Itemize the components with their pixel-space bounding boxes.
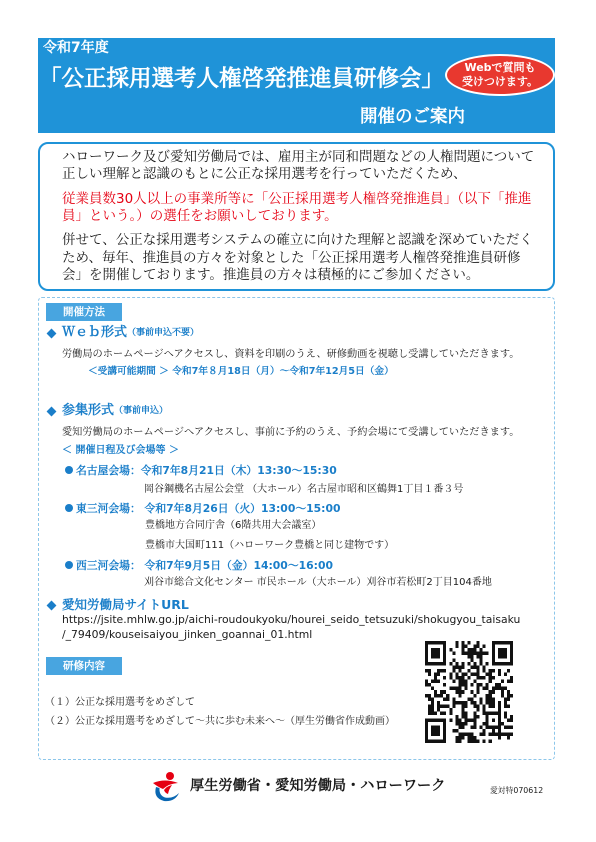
venue-nishi-mikawa xyxy=(65,558,333,573)
intro-text-line: 正しい理解と認識のもとに公正な採用選考を行っていただくため、 xyxy=(62,165,467,182)
schedule-heading: ＜ 開催日程及び会場等 ＞ xyxy=(62,445,179,456)
site-url-link[interactable]: https://jsite.mhlw.go.jp/aichi-roudoukyoku/hourei_seido_tetsuzuki/shokugyou_taisaku xyxy=(62,613,521,626)
diamond-bullet-icon xyxy=(47,406,57,416)
web-format-heading xyxy=(46,324,199,342)
venue-detail: 岡谷鋼機名古屋公会堂 （大ホール）名古屋市昭和区鶴舞1丁目１番３号 xyxy=(144,484,464,495)
closing-text-line: 併せて、公正な採用選考システムの確立に向けた理解と認識を深めていただく xyxy=(62,231,533,248)
fiscal-year: 令和7年度 xyxy=(43,40,109,56)
web-viewing-period: ＜受講可能期間 ＞ 令和7年８月18日（月）～令和7年12月5日（金） xyxy=(88,366,394,377)
method-label: 開催方法 xyxy=(46,303,122,321)
content-label: 研修内容 xyxy=(46,657,122,675)
circle-bullet-icon xyxy=(65,466,73,474)
in-person-format-note: （事前申込） xyxy=(114,406,169,416)
organizations: 厚生労働省・愛知労働局・ハローワーク xyxy=(190,778,446,794)
web-format-note: （事前申込不要） xyxy=(127,328,200,338)
event-title: 「公正採用選考人権啓発推進員研修会」 xyxy=(39,66,445,92)
in-person-format-title: 参集形式 xyxy=(62,403,115,418)
qr-code xyxy=(425,641,513,743)
closing-text-line: ため、毎年、推進員の方々を対象とした「公正採用選考人権啓発推進員研修 xyxy=(62,249,521,266)
intro-box xyxy=(38,142,555,291)
venue-heading: 名古屋会場：令和7年8月21日（木）13:30～15:30 xyxy=(76,463,337,477)
content-item: （２）公正な採用選考をめざして～共に歩む未来へ～（厚生労働省作成動画） xyxy=(45,716,395,727)
in-person-format-heading xyxy=(46,402,168,420)
site-url-heading xyxy=(46,596,189,614)
venue-heading: 東三河会場： 令和7年8月26日（火）13:00～15:00 xyxy=(76,501,341,515)
in-person-description: 愛知労働局のホームページへアクセスし、事前に予約のうえ、予約会場にて受講していただきます。 xyxy=(62,427,520,438)
venue-nagoya xyxy=(65,463,337,478)
web-format-title: Ｗｅｂ形式 xyxy=(62,325,128,340)
web-format-description: 労働局のホームページへアクセスし、資料を印刷のうえ、研修動画を視聴し受講していただきます。 xyxy=(62,349,520,360)
qr-modules xyxy=(425,641,513,743)
venue-heading: 西三河会場： 令和7年9月5日（金）14:00～16:00 xyxy=(76,558,333,572)
method-box xyxy=(38,297,555,760)
site-url-title: 愛知労働局サイトURL xyxy=(62,597,189,612)
diamond-bullet-icon xyxy=(47,600,57,610)
badge-line: Webで質問も xyxy=(464,61,536,74)
event-subtitle: 開催のご案内 xyxy=(360,107,465,127)
venue-detail: 豊橋地方合同庁舎（6階共用大会議室） xyxy=(145,520,322,531)
diamond-bullet-icon xyxy=(47,328,57,338)
site-url-link[interactable]: /_79409/kouseisaiyou_jinken_goannai_01.html xyxy=(62,628,313,641)
venue-detail: 豊橋市大国町111（ハローワーク豊橋と同じ建物です） xyxy=(145,540,395,551)
closing-text-line: 会」を開催しております。推進員の方々は積極的にご参加ください。 xyxy=(62,266,480,283)
header-banner xyxy=(38,38,555,133)
request-text-line: 員」という。）の選任をお願いしております。 xyxy=(62,207,338,224)
venue-higashi-mikawa xyxy=(65,501,341,516)
content-item: （１）公正な採用選考をめざして xyxy=(45,697,195,708)
mhlw-logo-icon xyxy=(150,770,182,802)
venue-detail: 刈谷市総合文化センター 市民ホール（大ホール）刈谷市若松町2丁目104番地 xyxy=(144,577,492,588)
circle-bullet-icon xyxy=(65,504,73,512)
request-text-line: 従業員数30人以上の事業所等に「公正採用選考人権啓発推進員」（以下「推進 xyxy=(62,190,532,207)
badge-line: 受けつけます。 xyxy=(461,75,539,88)
document-code: 愛対特070612 xyxy=(490,786,544,795)
web-question-badge xyxy=(445,54,555,96)
intro-text-line: ハローワーク及び愛知労働局では、雇用主が同和問題などの人権問題について xyxy=(62,148,535,165)
circle-bullet-icon xyxy=(65,561,73,569)
